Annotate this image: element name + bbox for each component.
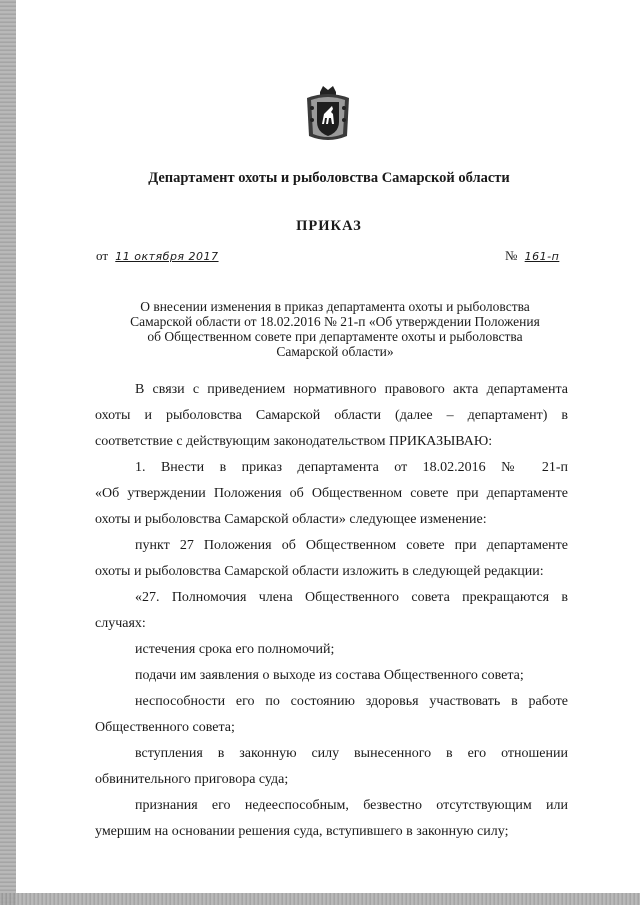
subject-line: О внесении изменения в приказ департамента охоты и рыболовства (140, 299, 530, 314)
body-line: обвинительного приговора суда; (95, 772, 289, 787)
scan-edge-left (0, 0, 16, 905)
date-line (96, 248, 219, 264)
body-line: случаях: (95, 616, 146, 631)
scan-edge-bottom (0, 893, 640, 905)
document-type: ПРИКАЗ (296, 218, 362, 234)
body-line: вступления в законную силу вынесенного в его отношении (135, 746, 568, 761)
body-line: «Об утверждении Положения об Общественном совете при департаменте (95, 486, 568, 501)
subject-line: Самарской области» (276, 344, 394, 359)
order-subject (95, 299, 575, 359)
body-line: 1. Внести в приказ департамента от 18.02.2016 № 21-п (135, 460, 568, 475)
body-line: «27. Полномочия члена Общественного совета прекращаются в (135, 590, 568, 605)
handwritten-number: 161-п (524, 250, 560, 263)
body-line: Общественного совета; (95, 720, 235, 735)
number-line (505, 248, 559, 264)
body-line: охоты и рыболовства Самарской области изложить в следующей редакции: (95, 564, 544, 579)
number-prefix: № (505, 248, 518, 263)
body-line: неспособности его по состоянию здоровья участвовать в работе (135, 694, 568, 709)
body-line: В связи с приведением нормативного правового акта департамента (135, 382, 568, 397)
handwritten-date: 11 октября 2017 (115, 250, 219, 263)
department-title: Департамент охоты и рыболовства Самарской области (148, 170, 510, 186)
body-line: пункт 27 Положения об Общественном совете при департаменте (135, 538, 568, 553)
body-line: охоты и рыболовства Самарской области (далее – департамент) в (95, 408, 568, 423)
body-line: охоты и рыболовства Самарской области» следующее изменение: (95, 512, 487, 527)
body-line: признания его недееспособным, безвестно отсутствующим или (135, 798, 568, 813)
coat-of-arms-icon (303, 84, 353, 144)
subject-line: об Общественном совете при департаменте охоты и рыболовства (147, 329, 523, 344)
body-line: умершим на основании решения суда, вступившего в законную силу; (95, 824, 509, 839)
subject-line: Самарской области от 18.02.2016 № 21-п «Об утверждении Положения (130, 314, 540, 329)
date-prefix: от (96, 248, 109, 263)
body-line: соответствие с действующим законодательством ПРИКАЗЫВАЮ: (95, 434, 493, 449)
body-line: подачи им заявления о выходе из состава Общественного совета; (135, 668, 524, 683)
body-line: истечения срока его полномочий; (135, 642, 335, 657)
